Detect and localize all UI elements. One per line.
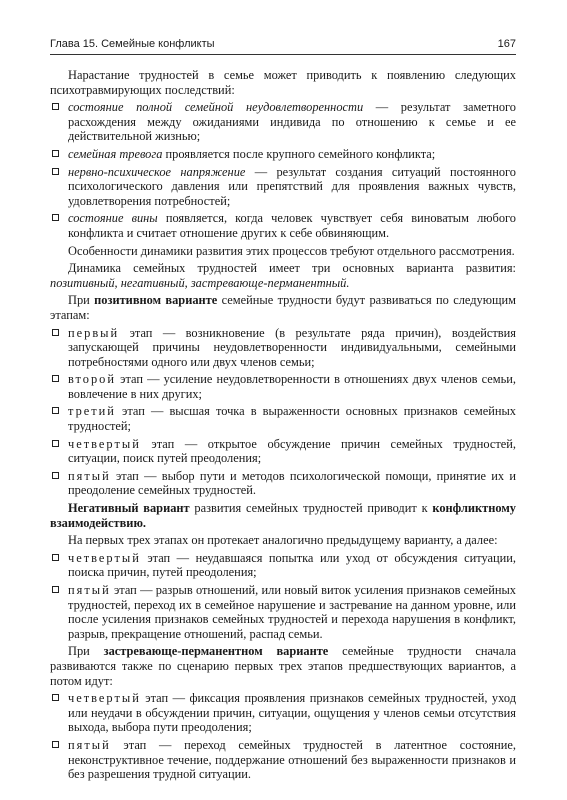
list-item xyxy=(50,551,516,580)
item-text: этап — высшая точка в выраженности основных признаков семейных трудностей; xyxy=(68,404,516,434)
stage-ordinal: второй xyxy=(68,372,117,387)
item-text: этап — фиксация проявления признаков семейных трудностей, уход или неудачи в обсуждении причин, ситуации, ощущения у членов семьи отсутствия выхода, выбора пути преодоления; xyxy=(68,691,516,735)
checkbox-bullet-icon xyxy=(52,214,59,221)
checkbox-bullet-icon xyxy=(52,407,59,414)
checkbox-bullet-icon xyxy=(52,103,59,110)
list-item xyxy=(50,437,516,466)
checkbox-bullet-icon xyxy=(52,554,59,561)
page-number: 167 xyxy=(497,38,516,50)
stage-ordinal: пятый xyxy=(68,583,111,597)
checkbox-bullet-icon xyxy=(52,150,59,157)
chapter-title: Глава 15. Семейные конфликты xyxy=(50,38,215,50)
item-text: этап — выбор пути и методов психологической помощи, принятие их и преодоление семейных трудностей. xyxy=(68,468,516,498)
list-item xyxy=(50,583,516,641)
page-body xyxy=(50,68,516,785)
negative-text: развития семейных трудностей приводит к xyxy=(189,501,433,516)
checkbox-bullet-icon xyxy=(52,329,59,336)
list-item xyxy=(50,100,516,144)
list-item xyxy=(50,469,516,498)
running-header xyxy=(50,30,516,55)
list-item xyxy=(50,165,516,209)
dynamics-paragraph xyxy=(50,261,516,290)
stage-ordinal: четвертый xyxy=(68,436,141,451)
stage-ordinal: первый xyxy=(68,325,120,340)
negative-intro: На первых трех этапах он протекает аналогично предыдущему варианту, а далее: xyxy=(68,533,498,548)
stage-ordinal: пятый xyxy=(68,737,111,752)
negative-result: конфликтному взаимодействию. xyxy=(50,501,516,530)
consequences-list xyxy=(50,100,516,240)
item-text: этап — разрыв отношений, или новый виток усиления признаков семейных трудностей, переход их в семейное нарушение и застревание на данном уровне, или после усиления признаков семейных трудностей и перехода нарушения в конфликт, разрыв, прекращение отношений, распад семьи. xyxy=(68,583,516,641)
stage-ordinal: четвертый xyxy=(68,691,141,706)
positive-pre: При xyxy=(68,293,95,308)
positive-term: позитивном варианте xyxy=(94,293,218,308)
stage-ordinal: третий xyxy=(68,404,116,419)
dynamics-text: Динамика семейных трудностей имеет три основных варианта развития: xyxy=(68,261,516,276)
list-item xyxy=(50,738,516,782)
term: семейная тревога xyxy=(68,146,163,161)
term: состояние полной семейной неудовлетворенности xyxy=(68,100,364,115)
item-text: появляется, когда человек чувствует себя виноватым любого конфликта и считает отношение других к себе обвиняющим. xyxy=(68,211,516,240)
checkbox-bullet-icon xyxy=(52,694,59,701)
positive-paragraph xyxy=(50,293,516,322)
item-text: этап — усиление неудовлетворенности в отношениях двух членов семьи, вовлечение в них других; xyxy=(68,372,516,401)
stuck-post: семейные трудности сначала развиваются также по сценарию первых трех этапов предшествующих вариантов, а потом идут: xyxy=(50,644,517,688)
list-item xyxy=(50,147,516,162)
list-item xyxy=(50,211,516,240)
intro-paragraph: Нарастание трудностей в семье может приводить к появлению следующих психотравмирующих последствий: xyxy=(50,68,516,97)
term: состояние вины xyxy=(68,211,158,226)
item-text: — результат заметного расхождения между ожиданиями индивида по отношению к семье и ее действительной жизнью; xyxy=(68,100,517,144)
term: нервно-психическое напряжение xyxy=(68,164,246,179)
stuck-pre: При xyxy=(68,644,104,659)
positive-post: семейные трудности будут развиваться по следующим этапам: xyxy=(50,293,517,322)
negative-stages-list xyxy=(50,551,516,642)
item-text: проявляется после крупного семейного конфликта; xyxy=(162,146,436,161)
item-text: — результат создания ситуаций постоянного психологического давления или препятствий для проявления важных чувств, удовлетворения потребностей; xyxy=(68,164,516,208)
dynamics-variants: позитивный, негативный, застревающе-перманентный. xyxy=(50,275,350,290)
checkbox-bullet-icon xyxy=(52,472,59,479)
stuck-paragraph xyxy=(50,644,516,688)
positive-stages-list xyxy=(50,326,516,499)
checkbox-bullet-icon xyxy=(52,741,59,748)
checkbox-bullet-icon xyxy=(52,586,59,593)
item-text: этап — переход семейных трудностей в латентное состояние, неконструктивное течение, поддержание отношений без выраженности признаков и без разрешения трудной ситуации. xyxy=(68,737,516,782)
negative-paragraph xyxy=(50,501,516,530)
stuck-stages-list xyxy=(50,691,516,782)
checkbox-bullet-icon xyxy=(52,168,59,175)
list-item xyxy=(50,326,516,370)
stage-ordinal: четвертый xyxy=(68,550,141,565)
list-item xyxy=(50,404,516,433)
list-item xyxy=(50,372,516,401)
stuck-term: застревающе-перманентном варианте xyxy=(103,644,329,659)
checkbox-bullet-icon xyxy=(52,375,59,382)
item-text: этап — возникновение (в результате ряда причин), воздействия запускающей причины неудовлетворенности индивидуальными, семейными потребностями одного или двух членов семьи; xyxy=(68,325,516,369)
list-item xyxy=(50,691,516,735)
item-text: этап — неудавшаяся попытка или уход от обсуждения ситуации, поиска причин, путей преодоления; xyxy=(68,550,516,580)
checkbox-bullet-icon xyxy=(52,440,59,447)
item-text: этап — открытое обсуждение причин семейных трудностей, ситуации, поиск путей преодоления; xyxy=(68,436,516,466)
features-paragraph: Особенности динамики развития этих процессов требуют отдельного рассмотрения. xyxy=(68,243,515,258)
negative-term: Негативный вариант xyxy=(68,501,190,516)
stage-ordinal: пятый xyxy=(68,468,111,483)
